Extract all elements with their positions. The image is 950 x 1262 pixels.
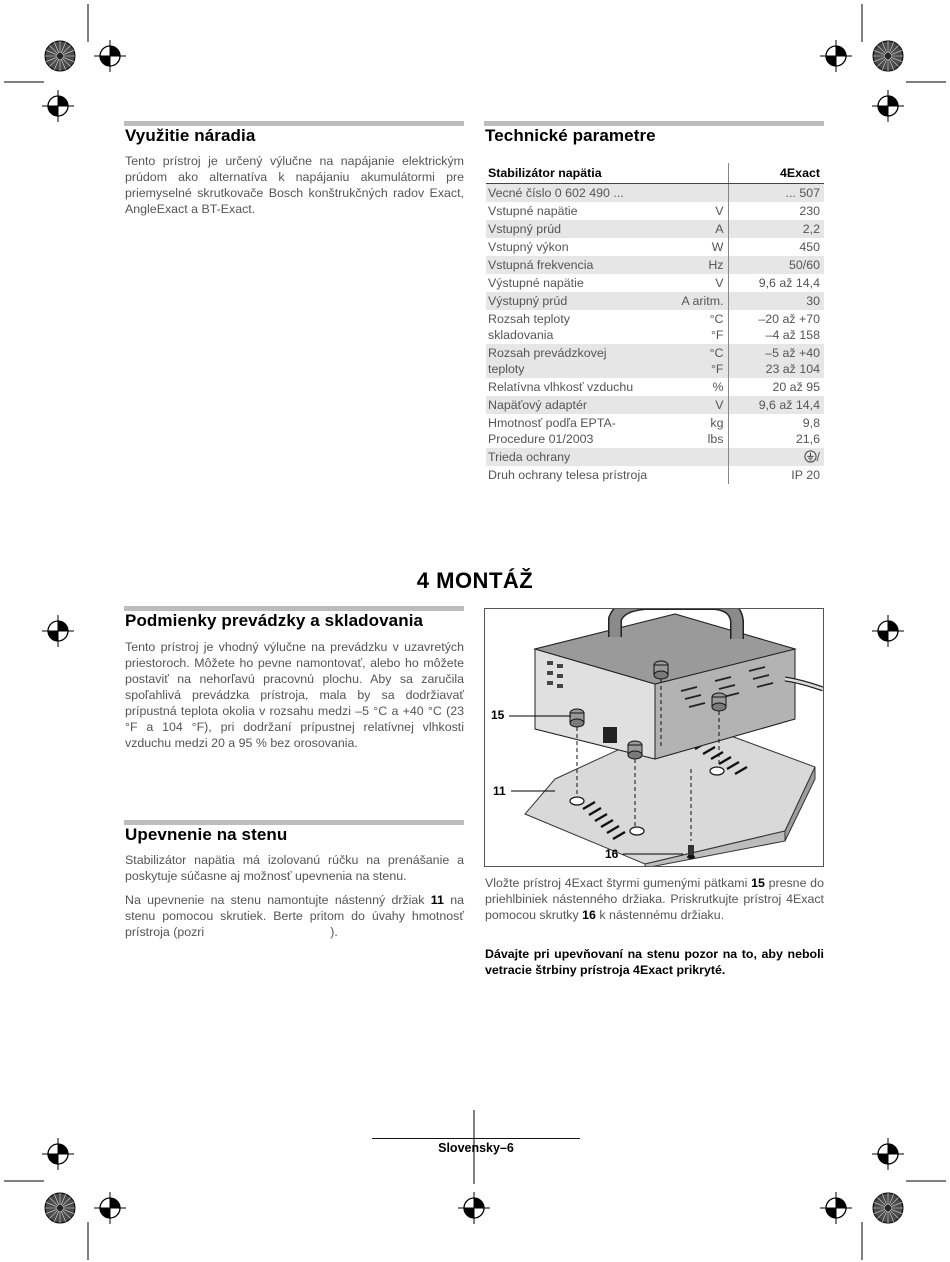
wall-text-2-part-b: na stenu pomocou skrutiek. Berte pritom do úvahy hmotnosť prístroja (pozri	[125, 893, 464, 939]
chapter-title: 4 MONTÁŽ	[416, 568, 534, 593]
spec-row-unit: V	[674, 274, 728, 292]
caption-ref-15: 15	[751, 876, 765, 890]
spec-row	[486, 184, 824, 203]
spec-row-label: Vstupná frekvencia	[486, 256, 674, 274]
spec-table-header	[486, 163, 824, 184]
spec-row	[486, 220, 824, 238]
spec-row-value: 9,6 až 14,4	[758, 276, 820, 290]
spec-row-unit: W	[674, 238, 728, 256]
spec-row	[486, 238, 824, 256]
spec-row-value: ... 507	[728, 184, 824, 203]
spec-row-unit: A aritm.	[674, 292, 728, 310]
spec-row-label: Hmotnosť podľa EPTA- Procedure 01/2003	[488, 416, 616, 446]
spec-row-label: Výstupné napätie	[488, 276, 584, 290]
mounting-warning: Dávajte pri upevňovaní na stenu pozor na to, aby neboli vetracie štrbiny prístroja 4Exact prikryté.	[485, 947, 824, 977]
spec-row	[486, 202, 824, 220]
wall-text-2-ref-num: 11	[430, 893, 444, 907]
spec-row-value: 230	[799, 204, 820, 218]
spec-row	[486, 256, 824, 274]
caption-ref-16: 16	[582, 908, 596, 922]
usage-section-title: Využitie náradia	[125, 126, 256, 145]
spec-table	[486, 163, 824, 484]
spec-row	[486, 466, 824, 484]
spec-row	[486, 414, 824, 448]
spec-row-label: Rozsah prevádzkovej teploty	[486, 344, 674, 378]
tech-section-title: Technické parametre	[485, 126, 656, 145]
spec-row-label: Vstupný výkon	[488, 240, 569, 254]
wall-text-2-part-a: Na upevnenie na stenu namontujte nástenný držiak	[125, 893, 425, 907]
spec-row-label: Výstupný prúd	[486, 292, 674, 310]
spec-row	[486, 292, 824, 310]
spec-row-value: –5 až +40 23 až 104	[728, 344, 824, 378]
spec-row-unit	[674, 466, 728, 484]
spec-row-label: Trieda ochrany	[486, 448, 674, 466]
spec-row-unit: V	[674, 202, 728, 220]
wall-section-text-1: Stabilizátor napätia má izolovanú rúčku na prenášanie a poskytuje súčasne aj možnosť upevnenia na stenu.	[125, 853, 464, 883]
footer-rule	[372, 1138, 580, 1139]
spec-row-label: Rozsah teploty skladovania	[488, 312, 570, 342]
spec-row-unit: kg lbs	[674, 414, 728, 448]
figure-caption	[485, 875, 824, 923]
spec-row	[486, 274, 824, 292]
spec-row-label: Vecné číslo 0 602 490 ...	[486, 184, 674, 203]
conditions-section-text: Tento prístroj je vhodný výlučne na prevádzku v uzavretých priestoroch. Môžete ho pevne namontovať, alebo ho môžete postaviť na nehorľavú pracovnú plochu. Aby sa zaručila spoľahlivá prevádzka prístroja, mala by sa dodržiavať prípustná teplota okolia v rozsahu medzi –5 °C a +40 °C (23 °F a 104 °F), pri dodržaní prípustnej relatívnej vlhkosti vzduchu medzi 20 a 95 % bez orosovania.	[125, 640, 464, 750]
spec-row-label: Druh ochrany telesa prístroja	[488, 468, 648, 482]
spec-row-value: 9,8 21,6	[795, 416, 820, 446]
caption-part-a: Vložte prístroj 4Exact štyrmi gumenými pätkami	[485, 876, 748, 890]
protective-earth-icon	[804, 450, 817, 463]
spec-header-label: Stabilizátor napätia	[486, 163, 728, 184]
caption-part-b: presne do priehlbiniek nástenného držiaka. Priskrutkujte prístroj 4Exact pomocou skrutky	[485, 876, 824, 922]
spec-row	[486, 396, 824, 414]
spec-row-unit: °C °F	[674, 310, 728, 344]
spec-row-unit: A	[674, 220, 728, 238]
page-footer: Slovensky–6	[438, 1141, 514, 1155]
spec-row-value	[728, 448, 824, 466]
spec-header-value: 4Exact	[728, 163, 824, 184]
spec-row-value: 2,2	[728, 220, 824, 238]
wall-text-2-part-c: ).	[330, 925, 338, 939]
spec-row-label: Vstupný prúd	[486, 220, 674, 238]
callout-16: 16	[605, 847, 619, 861]
spec-row-value: 9,6 až 14,4	[728, 396, 824, 414]
caption-part-c: k nástennému držiaku.	[599, 908, 725, 922]
spec-row-value: 30	[728, 292, 824, 310]
mounting-figure	[484, 608, 824, 867]
spec-row-value: 20 až 95	[772, 380, 820, 394]
spec-row	[486, 310, 824, 344]
spec-row-unit	[674, 448, 728, 466]
spec-row-label: Vstupné napätie	[488, 204, 578, 218]
spec-row-label: Napäťový adaptér	[486, 396, 674, 414]
wall-section-title: Upevnenie na stenu	[125, 825, 288, 844]
spec-row-value: –20 až +70 –4 až 158	[758, 312, 820, 342]
spec-row-value: 50/60	[728, 256, 824, 274]
spec-row-value-text: /	[816, 450, 820, 464]
spec-row-value: 450	[799, 240, 820, 254]
spec-row-unit: %	[674, 378, 728, 396]
callout-11: 11	[493, 784, 506, 798]
spec-row	[486, 378, 824, 396]
mounting-illustration	[485, 609, 824, 867]
conditions-section-title: Podmienky prevádzky a skladovania	[125, 611, 424, 630]
spec-row-unit	[674, 184, 728, 203]
callout-15: 15	[491, 708, 505, 722]
usage-section-text: Tento prístroj je určený výlučne na napájanie elektrickým prúdom ako alternatíva k napájaniu akumulátormi pre priemyselné skrutkovače Bosch konštrukčných radov Exact, AngleExact a BT-Exact.	[125, 154, 464, 216]
spec-row-unit: °C °F	[674, 344, 728, 378]
spec-row	[486, 344, 824, 378]
spec-row-unit: Hz	[674, 256, 728, 274]
wall-section-text-2	[125, 892, 464, 940]
spec-row	[486, 448, 824, 466]
spec-row-label: Relatívna vlhkosť vzduchu	[488, 380, 634, 394]
spec-row-value: IP 20	[791, 468, 820, 482]
spec-row-unit: V	[674, 396, 728, 414]
